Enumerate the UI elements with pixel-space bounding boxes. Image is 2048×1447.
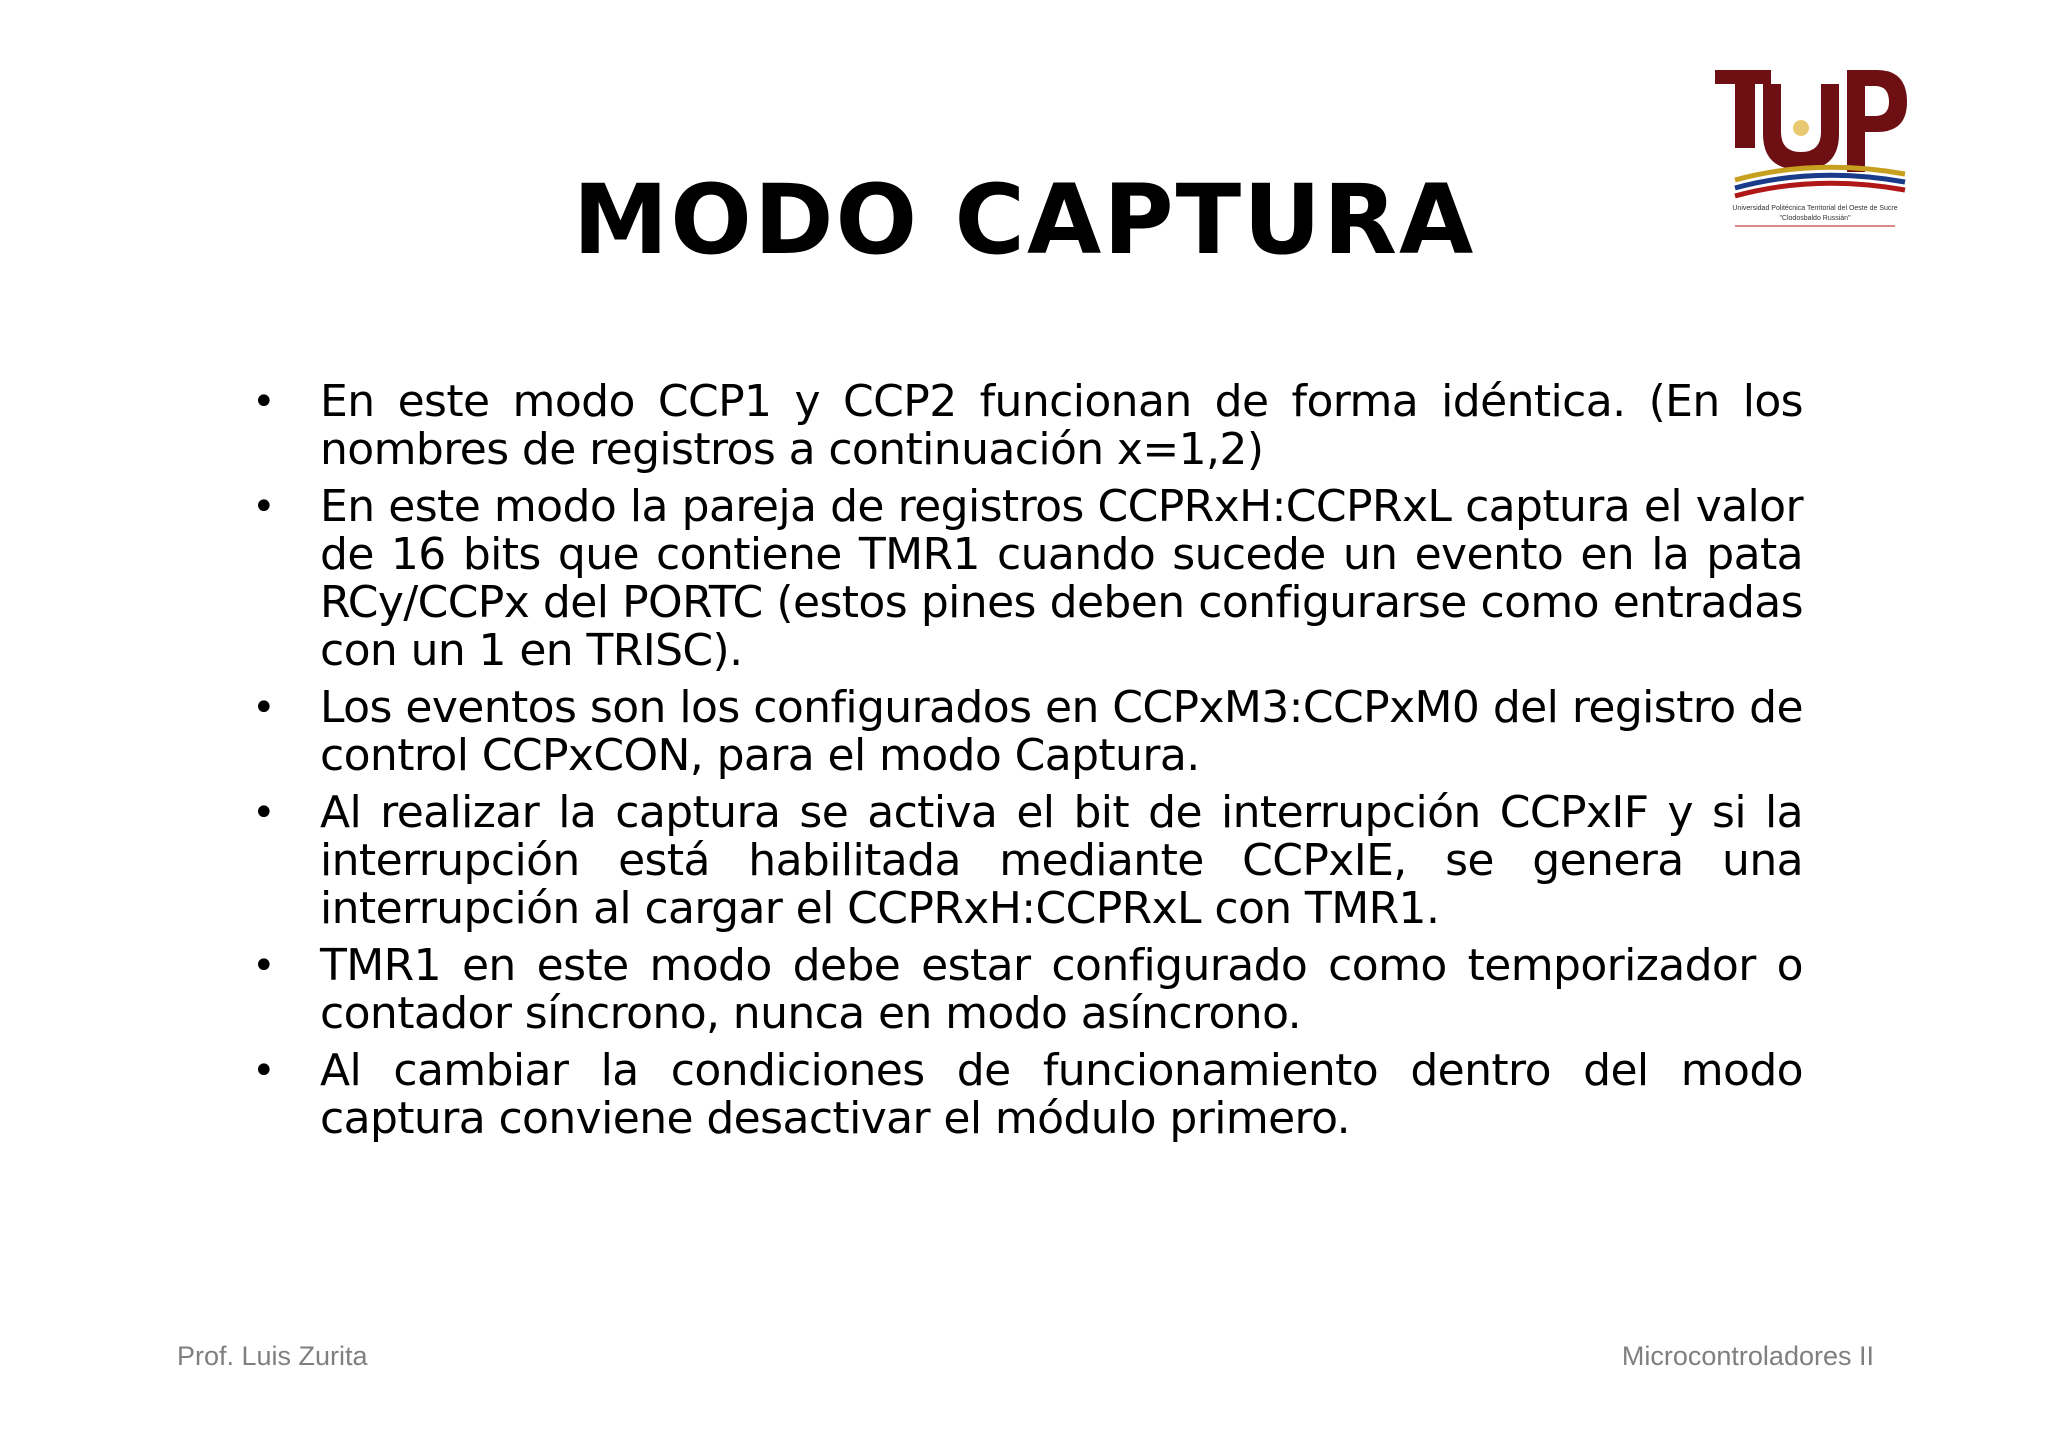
bullet-item bbox=[250, 942, 1803, 1038]
slide-title: MODO CAPTURA bbox=[572, 164, 1476, 276]
bullet-item bbox=[250, 1047, 1803, 1143]
footer-author: Prof. Luis Zurita bbox=[177, 1341, 368, 1371]
logo-university-name: Universidad Politécnica Territorial del Oeste de Sucre bbox=[1732, 205, 1898, 212]
bullet-text: En este modo CCP1 y CCP2 funcionan de forma idéntica. (En los nombres de registros a continuación x=1,2) bbox=[320, 376, 1803, 475]
bullet-text: Los eventos son los configurados en CCPxM3:CCPxM0 del registro de control CCPxCON, para el modo Captura. bbox=[320, 682, 1803, 781]
bullet-item bbox=[250, 684, 1803, 780]
bullet-text: Al realizar la captura se activa el bit de interrupción CCPxIF y si la interrupción está habilitada mediante CCPxIE, se genera una interrupción al cargar el CCPRxH:CCPRxL con TMR1. bbox=[320, 787, 1803, 934]
bullet-text: TMR1 en este modo debe estar configurado como temporizador o contador síncrono, nunca en modo asíncrono. bbox=[320, 940, 1803, 1039]
bullet-item bbox=[250, 789, 1803, 933]
bullet-list bbox=[250, 378, 1803, 1152]
bullet-dot-icon: • bbox=[252, 484, 275, 530]
university-logo bbox=[1715, 62, 1915, 232]
bullet-dot-icon: • bbox=[252, 1048, 275, 1094]
bullet-dot-icon: • bbox=[252, 379, 275, 425]
footer-course: Microcontroladores II bbox=[1621, 1341, 1874, 1371]
logo-university-subname: "Clodosbaldo Russián" bbox=[1779, 215, 1851, 222]
bullet-dot-icon: • bbox=[252, 790, 275, 836]
bullet-dot-icon: • bbox=[252, 943, 275, 989]
bullet-text: En este modo la pareja de registros CCPRxH:CCPRxL captura el valor de 16 bits que contiene TMR1 cuando sucede un evento en la pata RCy/CCPx del PORTC (estos pines deben configurarse como entradas con un 1 en TRISC). bbox=[320, 481, 1803, 676]
bullet-text: Al cambiar la condiciones de funcionamiento dentro del modo captura conviene desactivar el módulo primero. bbox=[320, 1045, 1803, 1144]
bullet-dot-icon: • bbox=[252, 685, 275, 731]
bullet-item bbox=[250, 378, 1803, 474]
bullet-item bbox=[250, 483, 1803, 675]
